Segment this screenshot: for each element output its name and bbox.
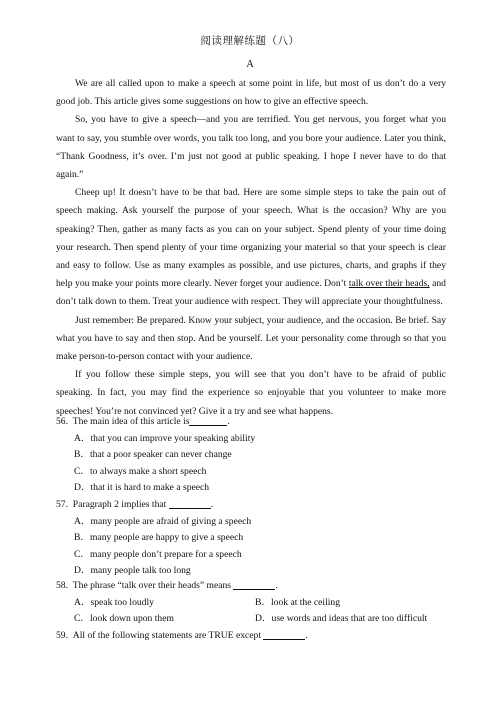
option-c: C．to always make a short speech — [74, 465, 207, 477]
answer-blank — [169, 498, 211, 509]
question-59: 59. All of the following statements are TRUE except . — [56, 630, 308, 641]
question-57: 57. Paragraph 2 implies that . A．many people are afraid of giving a speech B．many people are happy to give a speech C．many people don’t prepare for a speech D．many people talk too long — [56, 497, 456, 580]
underlined-phrase: talk over their heads, — [348, 278, 430, 290]
answer-blank — [189, 415, 227, 426]
page-title: 阅读理解练题（八） — [200, 36, 300, 47]
paragraph-3 — [56, 184, 446, 311]
option-b: B．that a poor speaker can never change — [74, 449, 232, 460]
option-b: B．look at the ceiling — [255, 596, 340, 608]
section-label: A — [246, 59, 254, 70]
question-stem: The phrase “talk over their heads” means — [72, 580, 232, 591]
question-number: 56. — [56, 416, 68, 427]
paragraph-1: We are all called upon to make a speech at some point in life, but most of us don’t do a very good job. This article gives some suggestions on how to give an effective speech. — [56, 78, 446, 108]
option-c: C．many people don’t prepare for a speech — [74, 548, 242, 560]
question-stem: The main idea of this article is — [72, 416, 190, 427]
answer-blank — [263, 629, 305, 640]
paragraph-3-text: Cheep up! It doesn’t have to be that bad. Here are some simple steps to take the pain out of speech making. Ask yourself the purpose of your speech. What is the occasion? Why are you speaking? Then, gather as many facts as you can on your subject. Spend plenty of your time doing your research. Then spend plenty of your time organizing your material so that your speech is clear and easy to follow. Use as many examples as possible, and use pictures, charts, and graphs if they help you make your points more clearly. Never forget your audience. Don’t — [56, 187, 446, 290]
option-c: C．look down upon them — [74, 613, 174, 624]
question-stem: All of the following statements are TRUE except — [72, 630, 261, 641]
option-d: D．many people talk too long — [74, 565, 191, 576]
question-stem: Paragraph 2 implies that — [72, 499, 167, 510]
option-a: A．that you can improve your speaking ability — [74, 432, 256, 444]
paragraph-3-text-end: and don’t talk down to them. Treat your audience with respect. They will appreciate your thoughtfulness. — [56, 278, 446, 308]
option-a: A．many people are afraid of giving a speech — [74, 515, 252, 527]
option-b: B．many people are happy to give a speech — [74, 532, 244, 543]
question-number: 58. — [56, 580, 68, 591]
paragraph-5: If you follow these simple steps, you will see that you don’t have to be afraid of public speaking. In fact, you may find the experience so enjoyable that you volunteer to make more speeches! You’re not convinced yet? Give it a try and see what happens. — [56, 369, 446, 417]
question-number: 57. — [56, 499, 68, 510]
paragraph-2: So, you have to give a speech—and you are terrified. You get nervous, you forget what you want to say, you stumble over words, you talk too long, and you bore your audience. Later you think, “Thank Goodness, it’s over. I’m just not good at public speaking. I hope I never have to do that again.” — [56, 114, 446, 181]
question-56: 56. The main idea of this article is . A．that you can improve your speaking ability B．that a poor speaker can never change C．to always make a short speech D．that it is hard to make a speech — [56, 414, 456, 497]
question-number: 59. — [56, 630, 68, 641]
passage — [56, 75, 446, 421]
option-d: D．use words and ideas that are too difficult — [255, 613, 428, 624]
paragraph-4: Just remember: Be prepared. Know your subject, your audience, and the occasion. Be brief. Say what you have to say and then stop. And be yourself. Let your personality come through so that you make person-to-person contact with your audience. — [56, 314, 446, 363]
option-d: D．that it is hard to make a speech — [74, 482, 210, 493]
option-a: A．speak too loudly — [74, 596, 154, 608]
question-58: 58. The phrase “talk over their heads” means . A．speak too loudly B．look at the ceiling C．look down upon them D．use words and ideas that are too difficult — [56, 578, 456, 628]
answer-blank — [233, 579, 275, 590]
